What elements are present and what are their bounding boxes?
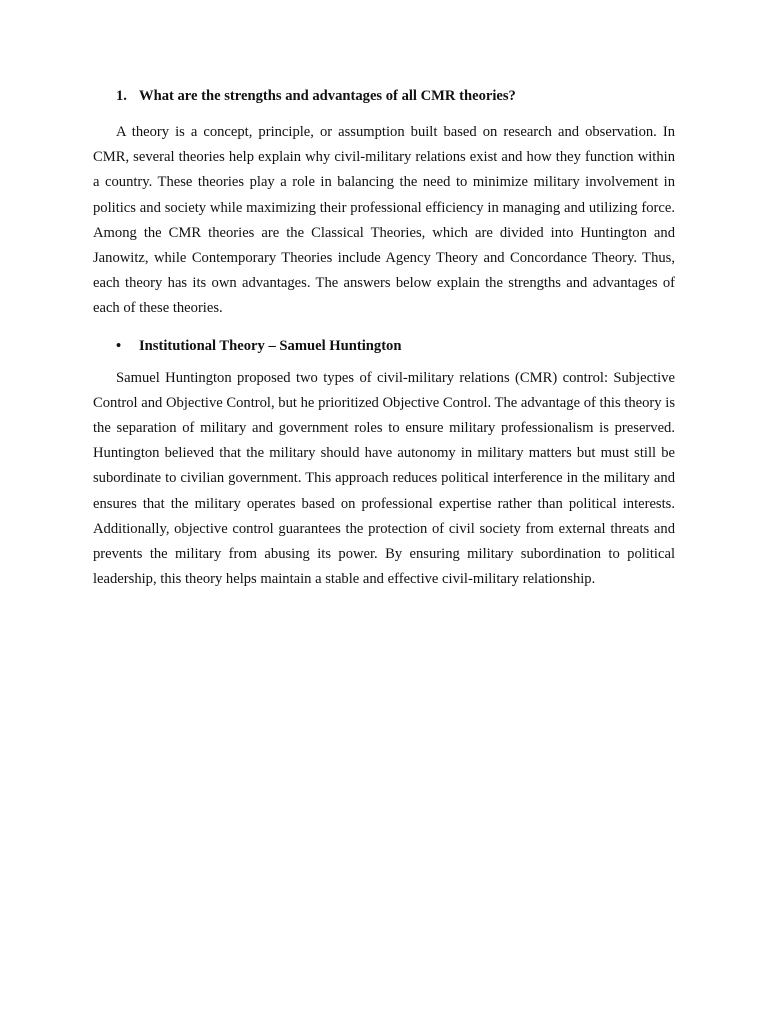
intro-paragraph: A theory is a concept, principle, or assumption built based on research and observation. In CMR, several theories help explain why civil-military relations exist and how they function within a country. These theories play a role in balancing the need to minimize military involvement in politics and society while maximizing their professional efficiency in managing and utilizing force. Among the CMR theories are the Classical Theories, which are divided into Huntington and Janowitz, while Contemporary Theories include Agency Theory and Concordance Theory. Thus, each theory has its own advantages. The answers below explain the strengths and advantages of each of these theories. <box>93 124 675 317</box>
question-text: What are the strengths and advantages of all CMR theories? <box>139 88 516 104</box>
question-number: 1. <box>116 88 127 104</box>
section-title: Institutional Theory – Samuel Huntington <box>139 337 402 354</box>
document-page <box>93 86 675 602</box>
section-heading-institutional-theory <box>93 336 675 356</box>
question-heading <box>93 86 675 106</box>
section-paragraph-institutional-theory: Samuel Huntington proposed two types of civil-military relations (CMR) control: Subjective Control and Objective Control, but he prioritized Objective Control. The advantage of this theory is the separation of military and government roles to ensure military professionalism is preserved. Huntington believed that the military should have autonomy in military matters but must still be subordinate to civilian government. This approach reduces political interference in the military and ensures that the military operates based on professional expertise rather than political interests. Additionally, objective control guarantees the protection of civil society from external threats and prevents the military from abusing its power. By ensuring military subordination to political leadership, this theory helps maintain a stable and effective civil-military relationship. <box>93 369 675 588</box>
bullet-icon: • <box>116 337 122 354</box>
